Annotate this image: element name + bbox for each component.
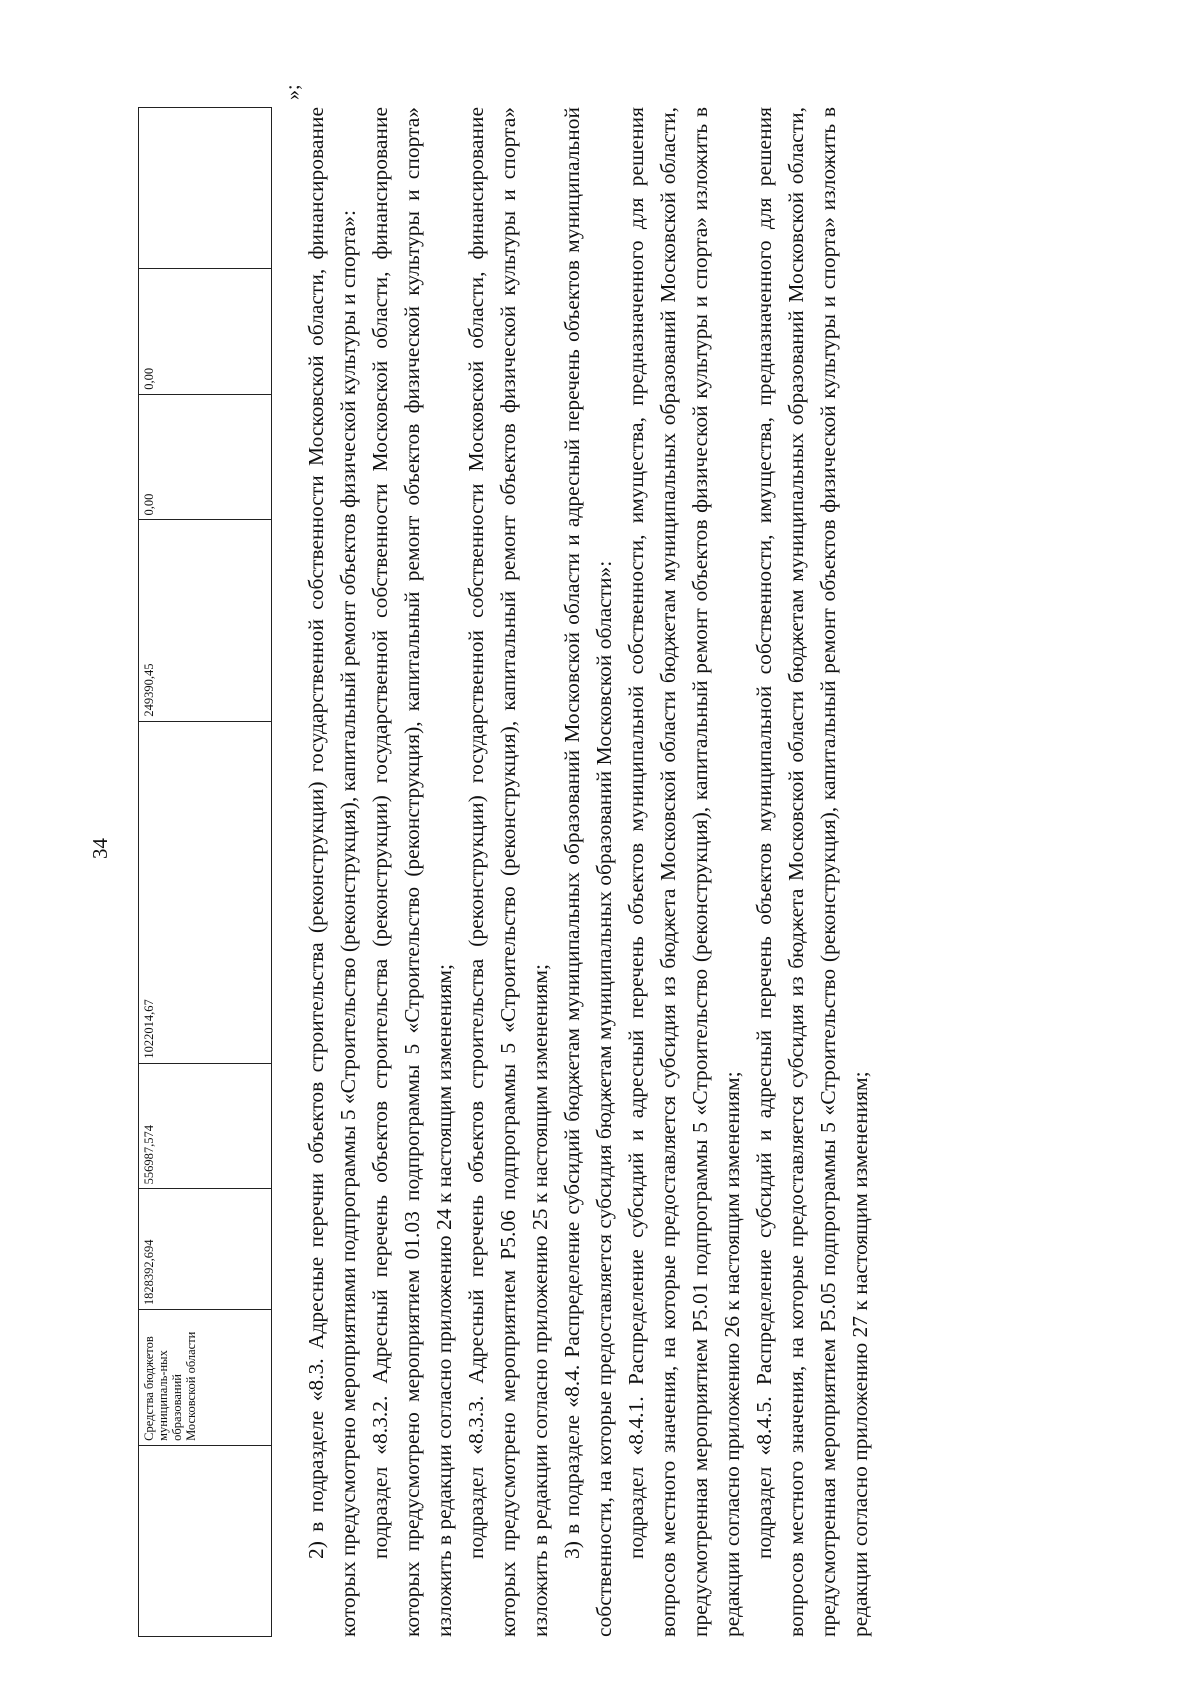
table-cell-value: 1022014,67: [139, 721, 272, 1063]
budget-table: [138, 107, 272, 1637]
table-cell-funding-source: Средства бюджетов муниципаль-ных образований Московской области: [139, 1310, 272, 1446]
paragraph-subsection-8-3-3: подраздел «8.3.3. Адресный перечень объектов строительства (реконструкции) государственной собственности Московской области, финансирование которых предусмотрено мероприятием P5.06 подпрограммы 5 «Строительство (реконструкция), капитальный ремонт объектов физической культуры и спорта» изложить в редакции согласно приложению 25 к настоящим изменениям;: [464, 107, 552, 1637]
table-cell-value: 0,00: [139, 394, 272, 520]
page-number: 34: [88, 838, 112, 859]
paragraph-subsection-8-3-2: подраздел «8.3.2. Адресный перечень объектов строительства (реконструкции) государственной собственности Московской области, финансирование которых предусмотрено мероприятием 01.03 подпрограммы 5 «Строительство (реконструкция), капитальный ремонт объектов физической культуры и спорта» изложить в редакции согласно приложению 24 к настоящим изменениям;: [368, 107, 456, 1637]
table-closing-quote: »;: [282, 84, 304, 100]
paragraph-subsection-8-3: 2) в подразделе «8.3. Адресные перечни объектов строительства (реконструкции) государственной собственности Московской области, финансирование которых предусмотрено мероприятиями подпрограммы 5 «Строительство (реконструкция), капитальный ремонт объектов физической культуры и спорта»:: [304, 107, 360, 1637]
paragraph-subsection-8-4: 3) в подразделе «8.4. Распределение субсидий бюджетам муниципальных образований Московской области и адресный перечень объектов муниципальной собственности, на которые предоставляется субсидия бюджетам муниципальных образований Московской области»:: [560, 107, 616, 1637]
table-cell-value: 556987,574: [139, 1063, 272, 1189]
table-cell-empty: [139, 1445, 272, 1636]
body-text: [300, 107, 876, 1637]
paragraph-subsection-8-4-5: подраздел «8.4.5. Распределение субсидий и адресный перечень объектов муниципальной собственности, имущества, предназначенного для решения вопросов местного значения, на которые предоставляется субсидия из бюджета Московской области бюджетам муниципальных образований Московской области, предусмотренная мероприятием P5.05 подпрограммы 5 «Строительство (реконструкция), капитальный ремонт объектов физической культуры и спорта» изложить в редакции согласно приложению 27 к настоящим изменениям;: [752, 107, 872, 1637]
table-cell-empty: [139, 108, 272, 269]
table-row: [139, 108, 272, 1637]
table-cell-total: 1828392,694: [139, 1189, 272, 1310]
table-cell-value: 0,00: [139, 269, 272, 395]
paragraph-subsection-8-4-1: подраздел «8.4.1. Распределение субсидий и адресный перечень объектов муниципальной собственности, имущества, предназначенного для решения вопросов местного значения, на которые предоставляется субсидия из бюджета Московской области бюджетам муниципальных образований Московской области, предусмотренная мероприятием P5.01 подпрограммы 5 «Строительство (реконструкция), капитальный ремонт объектов физической культуры и спорта» изложить в редакции согласно приложению 26 к настоящим изменениям;: [624, 107, 744, 1637]
table-cell-value: 249390,45: [139, 520, 272, 721]
budget-table-fragment: [138, 107, 272, 1637]
